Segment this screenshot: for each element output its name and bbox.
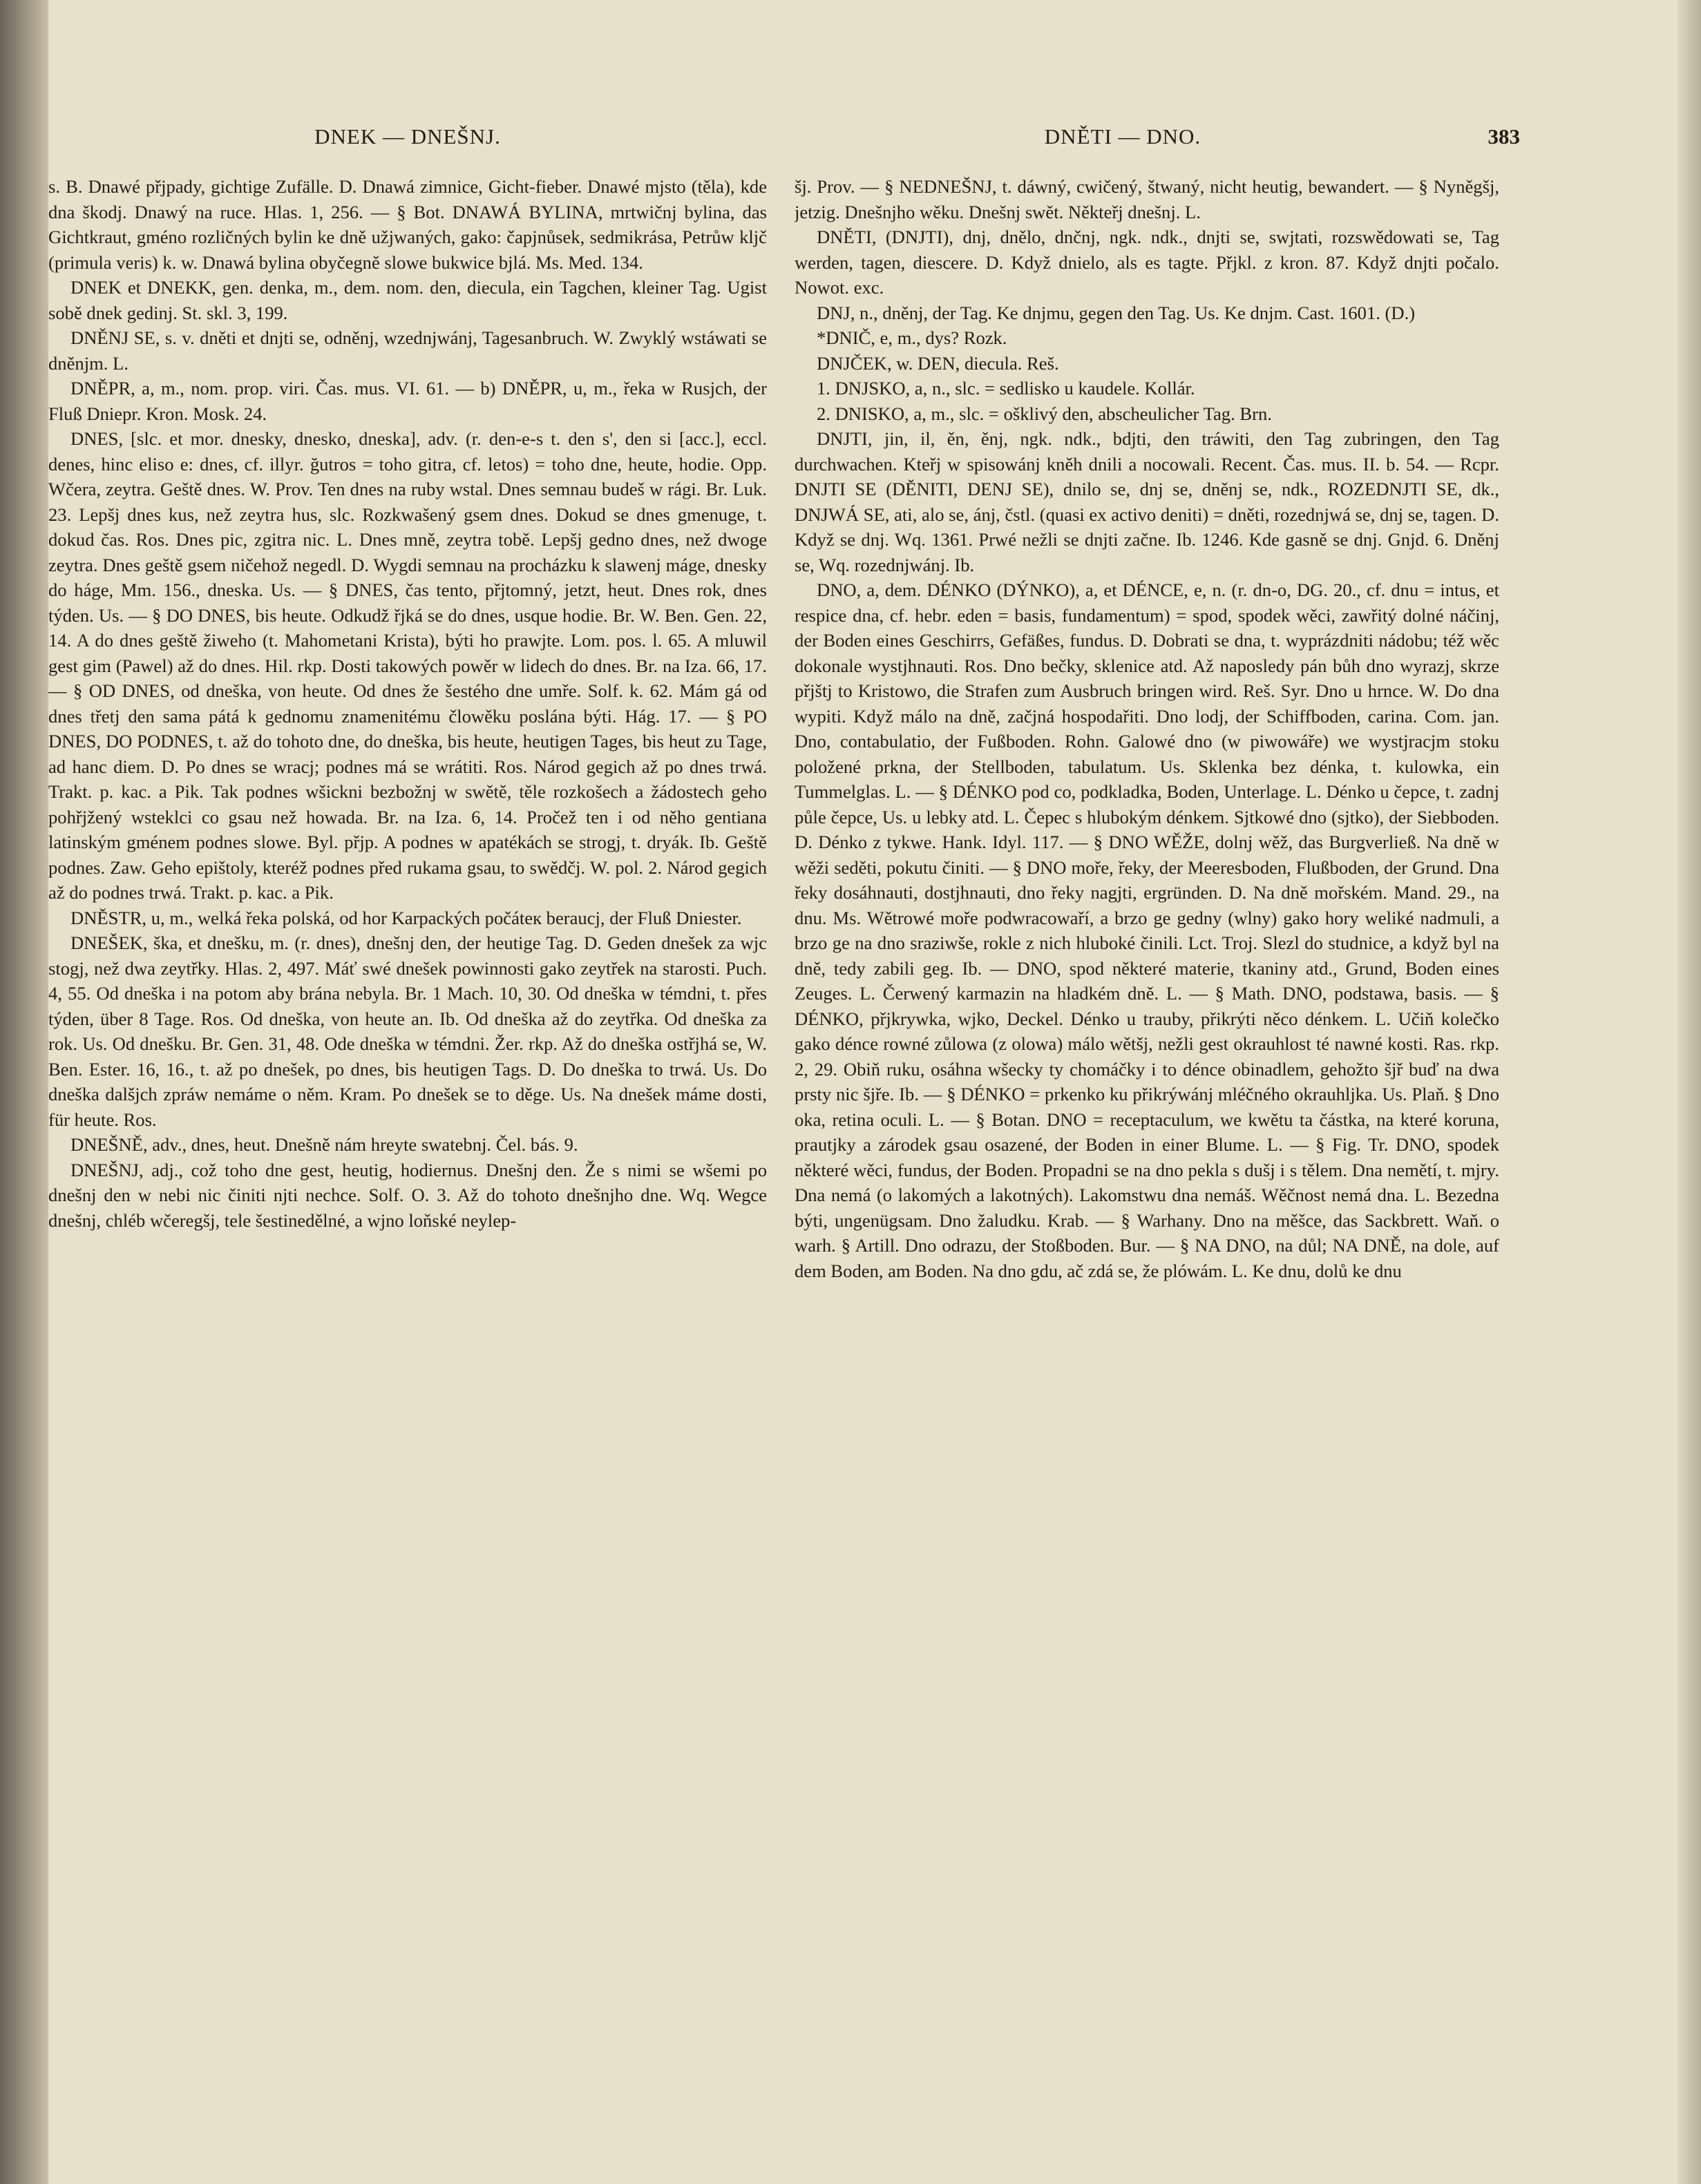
book-binding-shadow (0, 0, 48, 2184)
right-column (795, 174, 1499, 2156)
entry-continuation-dnesni: šj. Prov. — § NEDNEŠNJ, t. dáwný, cwičený, štwaný, nicht heutig, bewandert. — § Nyněgšj, jetzig. Dnešnjho wěku. Dnešnj swět. Někteřj dnešnj. L. (795, 176, 1499, 222)
entry-dnicek: DNJČEK, w. DEN, diecula. Reš. (817, 352, 1059, 374)
entry-dnepr: DNĚPR, a, m., nom. prop. viri. Čas. mus. VI. 61. — b) DNĚPR, u, m., řeka w Rusjch, der Fluß Dniepr. Kron. Mosk. 24. (48, 378, 767, 424)
entry-dno: DNO, a, dem. DÉNKO (DÝNKO), a, et DÉNCE, e, n. (r. dn-o, DG. 20., cf. dnu = intus, et respice dna, cf. hebr. eden = basis, fundamentum) = spod, spodek wěci, zawřitý dolné náčinj, der Boden eines Geschirrs, Gefäßes, fundus. D. Dobrati se dna, t. wyprázdniti nádobu; též wěc dokonale wystjhnauti. Ros. Dno bečky, sklenice atd. Až naposledy pán bůh dno wyrazj, skrze přjštj to Kristowo, die Strafen zum Ausbruch bringen wird. Reš. Syr. Dno u hrnce. W. Do dna wypiti. Když málo na dně, začjná hospodařiti. Dno lodj, der Schiffboden, carina. Com. jan. Dno, contabulatio, der Fußboden. Rohn. Galowé dno (w piwowáře) we wystjracjm stoku položené prkna, der Stellboden, tabulatum. Us. Sklenka bez dénka, t. kulowka, ein Tummelglas. L. — § DÉNKO pod co, podkladka, Boden, Unterlage. L. Dénko u čepce, t. zadnj půle čepce, Us. u lebky atd. L. Čepec s hlubokým dénkem. Sjtkowé dno (sjtko), der Siebboden. D. Dénko z tykwe. Hank. Idyl. 117. — § DNO WĚŽE, dolnj wěž, das Burgverließ. Na dně w wěži seděti, pokutu činiti. — § DNO moře, řeky, der Meeresboden, Flußboden, der Grund. Dna řeky dosáhnauti, dostjhnauti, dno řeky nagjti, ergründen. D. Na dně mořském. Mand. 29., na dnu. Ms. Wětrowé moře podwracowaří, a brzo ge gedny (wlny) gako hory weliké nadmuli, a brzo ge na dno sraziwše, rokle z nich hluboké činili. Lct. Troj. Slezl do studnice, a když byl na dně, tedy zabili geg. Ib. — DNO, spod některé materie, tkaniny atd., Grund, Boden eines Zeuges. L. Čerwený karmazin na hladkém dně. L. — § Math. DNO, podstawa, basis. — § DÉNKO, přjkrywka, wjko, Deckel. Dénko u trauby, přikrýti něco dénkem. L. Učiň kolečko gako dénce rowné zůlowa (z olowa) málo wětšj, nežli gest okrauhlost té nawné kosti. Ras. rkp. 2, 29. Obiň ruku, osáhna wšecky ty chomáčky i to dénce obinadlem, gehožto šjř buď na dwa prsty nic šjře. Ib. — § DÉNKO = prkenko ku přikrýwánj mléčného okrauhljka. Us. Plaň. § Dno oka, retina oculi. L. — § Botan. DNO = receptaculum, we kwětu ta částka, na které koruna, prautjky a zárodek gsau osazené, der Boden in einer Blume. L. — § Fig. Tr. DNO, spodek některé wěci, fundus, der Boden. Propadni se na dno pekla s dušj i s tělem. Dna nemětí, t. mjry. Dna nemá (o lakomých a lakotných). Lakomstwu dna nemáš. Wěčnost nemá dna. L. Bezedna býti, ungenügsam. Dno žaludku. Krab. — § Warhany. Dno na měšce, das Sackbrett. Waň. o warh. § Artill. Dno odrazu, der Stoßboden. Bur. — § NA DNO, na důl; NA DNĚ, na dole, auf dem Boden, am Boden. Na dno gdu, ač zdá se, že plówám. L. Ke dnu, dolů ke dnu (795, 579, 1499, 1281)
running-head-left: DNEK — DNEŠNJ. (314, 124, 501, 149)
entry-dnisko-1: 1. DNJSKO, a, n., slc. = sedlisko u kaudele. Kollár. (817, 378, 1195, 399)
entry-dnek: DNEK et DNEKK, gen. denka, m., dem. nom. den, diecula, ein Tagchen, kleiner Tag. Ugist sobě dnek gedinj. St. skl. 3, 199. (48, 277, 767, 323)
entry-dni: DNJ, n., dněnj, der Tag. Ke dnjmu, gegen den Tag. Us. Ke dnjm. Cast. 1601. (D.) (817, 302, 1416, 323)
entry-dnesne: DNEŠNĚ, adv., dnes, heut. Dnešně nám hreyte swatebnj. Čel. bás. 9. (70, 1134, 578, 1155)
entry-dnisko-2: 2. DNISKO, a, m., slc. = ošklivý den, abscheulicher Tag. Brn. (817, 403, 1272, 424)
entry-dnesni: DNEŠNJ, adj., což toho dne gest, heutig, hodiernus. Dnešnj den. Že s nimi se wšemi po dnešnj den w nebi nic činiti njti nechce. Solf. O. 3. Až do tohoto dnešnjho dne. Wq. Wegce dnešnj, chléb wčeregšj, tele šestinedělné, a wjno loňské neylep- (48, 1159, 767, 1231)
entry-dnic: *DNIČ, e, m., dys? Rozk. (817, 327, 1007, 348)
left-column (48, 174, 767, 2156)
entry-dneni-se: DNĚNJ SE, s. v. dněti et dnjti se, odněnj, wzednjwánj, Tagesanbruch. W. Zwyklý wstáwati se dněnjm. L. (48, 327, 767, 374)
running-head-right: DNĚTI — DNO. (1044, 124, 1201, 149)
entry-dnesek: DNEŠEK, ška, et dnešku, m. (r. dnes), dnešnj den, der heutige Tag. D. Geden dnešek za wjc stogj, než dwa zeytřky. Hlas. 2, 497. Máť swé dnešek powinnosti gako zeytřek na starosti. Puch. 4, 55. Od dneška i na potom aby brána nebyla. Br. 1 Mach. 10, 30. Od dneška w témdni, t. přes týden, über 8 Tage. Ros. Od dneška, von heute an. Ib. Od dneška až do zeytřka. Od dneška za rok. Us. Od dnešku. Br. Gen. 31, 48. Ode dneška w témdni. Žer. rkp. Až do dneška ostřjhá se, W. Ben. Ester. 16, 16., t. až po dnešek, po dnes, bis heutigen Tags. D. Do dneška to trwá. Us. Do dneška dalšjch zpráw nemáme o něm. Kram. Po dnešek se to děge. Us. Na dnešek máme dosti, für heute. Ros. (48, 932, 767, 1130)
entry-dnestr: DNĚSTR, u, m., welká řeka polská, od hor Karpackých počáteк beraucj, der Fluß Dniester. (70, 907, 742, 928)
entry-dneti: DNĚTI, (DNJTI), dnj, dnělo, dnčnj, ngk. ndk., dnjti se, swjtati, rozswědowati se, Tag werden, tagen, diescere. D. Když dnielo, als es tagte. Přjkl. z kron. 87. Když dnjti počalo. Nowot. exc. (795, 227, 1499, 298)
entry-dniti: DNJTI, jin, il, ěn, ěnj, ngk. ndk., bdjti, den tráwiti, den Tag zubringen, den Tag durchwachen. Kteřj w spisowánj kněh dnili a nocowali. Recent. Čas. mus. II. b. 54. — Rcpr. DNJTI SE (DĚNITI, DENJ SE), dnilo se, dnj se, dněnj se, ndk., ROZEDNJTI SE, dk., DNJWÁ SE, ati, alo se, ánj, čstl. (quasi ex activo deniti) = dněti, rozednjwá se, dnj se, tagen. D. Když se dnj. Wq. 1361. Prwé nežli se dnjti začne. Ib. 1246. Kde gasně se dnj. Gnjd. 6. Dněnj se, Wq. rozednjwánj. Ib. (795, 428, 1499, 575)
entry-dnes: DNES, [slc. et mor. dnesky, dnesko, dneska], adv. (r. den-e-s t. den s', den si [acc.], eccl. denes, hinc eliso e: dnes, cf. illyr. ğutros = toho gitra, cf. letos) = toho dne, heute, hodie. Opp. Wčera, zeytra. Geště dnes. W. Prov. Ten dnes na ruby wstal. Dnes semnau budeš w rági. Br. Luk. 23. Lepšj dnes kus, než zeytra hus, slc. Rozkwašený gsem dnes. Dokud se dnes gmenuge, t. dokud čas. Ros. Dnes pic, zgitra nic. L. Dnes mně, zeytra tobě. Lepšj gedno dnes, než dwoge zeytra. Dnes geště gsem ničehož negedl. D. Wygdi semnau na procházku k slawenj máge, dnesky do háge, Mm. 156., dneska. Us. — § DNES, čas tento, přjtomný, jetzt, heut. Dnes rok, dnes týden. Us. — § DO DNES, bis heute. Odkudž řjká se do dnes, usque hodie. Br. W. Ben. Gen. 22, 14. A do dnes geště žiweho (t. Mahometani Krista), býti ho prawjte. Lom. pos. l. 65. A mluwil gest gim (Pawel) až do dnes. Hil. rkp. Dosti takowých powěr w lidech do dnes. Br. na Iza. 66, 17. — § OD DNES, od dneška, von heute. Od dnes že šestého dne umře. Solf. k. 62. Mám gá od dnes třetj den sama pátá k gednomu znamenitému člowěku poslána býti. Hág. 17. — § PO DNES, DO PODNES, t. až do tohoto dne, do dneška, bis heute, heutigen Tages, bis heut zu Tage, ad hanc diem. D. Po dnes se wracj; podnes má se wrátiti. Ros. Národ gegich až po dnes trwá. Trakt. p. kac. a Pik. Tak podnes wšickni bezbožnj w swětě, těle rozkošech a žádostech geho pohřjžený wsteklci co gsau než howada. Br. na Iza. 6, 14. Pročež ten i od něho gentiana latinským gménem podnes slowe. Byl. přjp. A podnes w apatékách se strogj, t. dryák. Ib. Geště podnes. Zaw. Geho epištoly, kteréž podnes před rukama gsau, to swědčj. W. pol. 2. Národ gegich až do podnes trwá. Trakt. p. kac. a Pik. (48, 428, 767, 903)
entry-continuation-dna: s. B. Dnawé přjpady, gichtige Zufälle. D. Dnawá zimnice, Gicht-fieber. Dnawé mjsto (těla), kde dna škodj. Dnawý na ruce. Hlas. 1, 256. — § Bot. DNAWÁ BYLINA, mrtwičnj bylina, das Gichtkraut, gméno rozličných bylin ke dně užjwaných, gako: čapjnůsek, sedmikrása, Petrůw kljč (primula veris) k. w. Dnawá bylina obyčegně slowe bukwice bjlá. Ms. Med. 134. (48, 176, 767, 273)
page-edge-shadow (1678, 0, 1701, 2184)
page-number: 383 (1488, 124, 1520, 149)
